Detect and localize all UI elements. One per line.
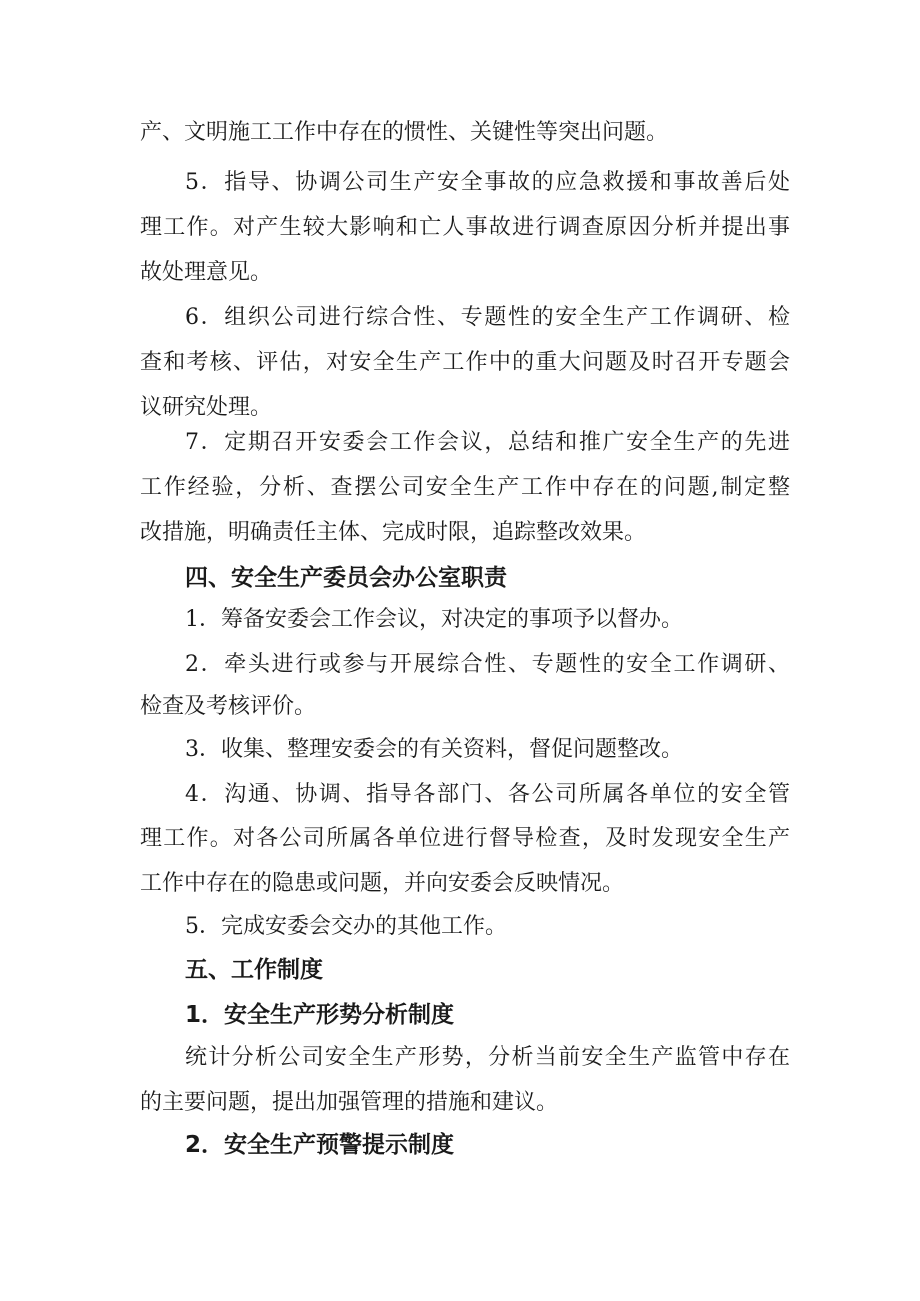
office-duty-4-line-2: 理工作。对各公司所属各单位进行督导检查，及时发现安全生产 — [140, 826, 790, 851]
office-duty-2-line-1: 2．牵头进行或参与开展综合性、专题性的安全工作调研、 — [185, 652, 790, 677]
system-1-title: 1．安全生产形势分析制度 — [185, 1002, 455, 1028]
item-5-line-3: 故处理意见。 — [140, 260, 273, 285]
paragraph-line: 产、文明施工工作中存在的惯性、关键性等突出问题。 — [140, 120, 669, 145]
item-7-line-1: 7．定期召开安委会工作会议，总结和推广安全生产的先进 — [185, 430, 790, 455]
system-2-title: 2．安全生产预警提示制度 — [185, 1132, 455, 1158]
item-7-line-2: 工作经验，分析、查摆公司安全生产工作中存在的问题,制定整 — [140, 475, 790, 500]
item-7-line-3: 改措施，明确责任主体、完成时限，追踪整改效果。 — [140, 520, 647, 545]
office-duty-4-line-3: 工作中存在的隐患或问题，并向安委会反映情况。 — [140, 871, 625, 896]
item-6-line-3: 议研究处理。 — [140, 395, 273, 420]
office-duty-4-line-1: 4．沟通、协调、指导各部门、各公司所属各单位的安全管 — [185, 782, 790, 807]
system-1-line-1: 统计分析公司安全生产形势，分析当前安全生产监管中存在 — [185, 1045, 790, 1070]
item-5-line-2: 理工作。对产生较大影响和亡人事故进行调查原因分析并提出事 — [140, 215, 790, 240]
office-duty-1: 1．筹备安委会工作会议，对决定的事项予以督办。 — [185, 607, 683, 632]
item-6-line-1: 6．组织公司进行综合性、专题性的安全生产工作调研、检 — [185, 305, 790, 330]
item-5-line-1: 5．指导、协调公司生产安全事故的应急救援和事故善后处 — [185, 170, 790, 195]
office-duty-2-line-2: 检查及考核评价。 — [140, 694, 317, 719]
item-6-line-2: 查和考核、评估，对安全生产工作中的重大问题及时召开专题会 — [140, 350, 790, 375]
section-heading-5: 五、工作制度 — [185, 957, 323, 983]
office-duty-5: 5．完成安委会交办的其他工作。 — [185, 914, 507, 939]
system-1-line-2: 的主要问题，提出加强管理的措施和建议。 — [140, 1090, 559, 1115]
section-heading-4: 四、安全生产委员会办公室职责 — [185, 565, 507, 591]
office-duty-3: 3．收集、整理安委会的有关资料，督促问题整改。 — [185, 737, 683, 762]
